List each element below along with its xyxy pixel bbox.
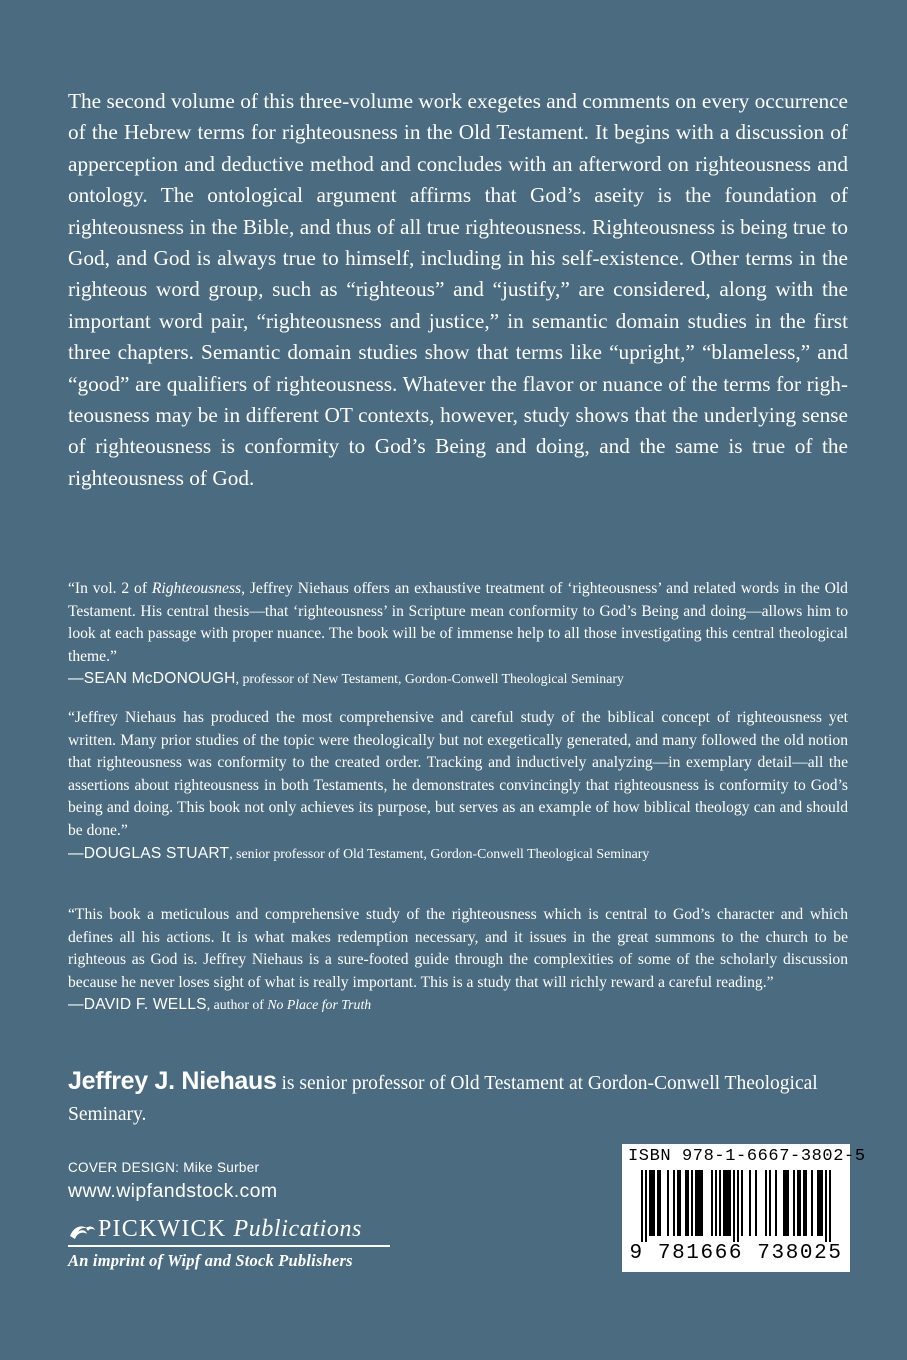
barcode-bars <box>626 1170 846 1242</box>
publisher-block <box>68 1216 398 1271</box>
wave-logo-icon <box>68 1220 96 1242</box>
barcode-bar <box>697 1170 699 1236</box>
barcode-bar <box>701 1170 703 1236</box>
barcode-bar <box>651 1170 653 1236</box>
barcode-bar <box>741 1170 743 1236</box>
barcode-bar <box>755 1170 757 1236</box>
barcode-bar <box>765 1170 767 1236</box>
barcode-bar <box>817 1170 819 1236</box>
barcode-bar <box>649 1170 651 1236</box>
barcode-bar <box>679 1170 681 1236</box>
book-title-italic: Righteousness <box>151 580 242 597</box>
endorser-affiliation: , senior professor of Old Testament, Gordon-Conwell Theological Seminary <box>229 845 650 861</box>
barcode-bar <box>687 1170 689 1236</box>
barcode-bar <box>677 1170 679 1236</box>
barcode-bar <box>719 1170 721 1236</box>
barcode-bar <box>657 1170 659 1236</box>
barcode-bar <box>799 1170 801 1236</box>
endorsement-1 <box>68 578 848 691</box>
barcode-bar <box>805 1170 807 1236</box>
barcode-guard-bar <box>641 1170 643 1242</box>
barcode-bar <box>749 1170 751 1236</box>
barcode-bar <box>685 1170 687 1236</box>
endorser-name: DOUGLAS STUART <box>83 844 230 862</box>
barcode-bar <box>695 1170 697 1236</box>
imprint-line: An imprint of Wipf and Stock Publishers <box>68 1251 353 1270</box>
barcode-guard-bar <box>825 1170 827 1242</box>
endorsement-attribution: —DAVID F. WELLS, author of No Place for Truth <box>68 996 372 1014</box>
barcode-bar <box>787 1170 789 1236</box>
barcode-bar <box>821 1170 823 1236</box>
barcode-bar <box>775 1170 777 1236</box>
barcode-bar <box>811 1170 813 1236</box>
barcode-digits: 9 781666 738025 <box>629 1242 843 1265</box>
barcode-bar <box>797 1170 799 1236</box>
publisher-divider <box>68 1245 390 1247</box>
publisher-name: PICKWICK Publications <box>98 1216 362 1242</box>
endorsement-3 <box>68 904 848 1017</box>
book-title-italic: No Place for Truth <box>267 997 372 1013</box>
barcode-bar <box>667 1170 669 1236</box>
barcode-bar <box>729 1170 731 1236</box>
endorser-name: DAVID F. WELLS <box>83 996 207 1014</box>
barcode-bar <box>723 1170 725 1236</box>
cover-design-credit: COVER DESIGN: Mike Surber <box>68 1160 260 1175</box>
barcode-bar <box>653 1170 655 1236</box>
barcode-bar <box>725 1170 727 1236</box>
barcode-bar <box>793 1170 795 1236</box>
endorsement-quote: “In vol. 2 of Righteousness, Jeffrey Niehaus offers an exhaustive treatment of ‘righteousness’ and related words in the Old Testament. His central thesis—that ‘righteousness’ in Scripture mean conformity to God’s Being and doing—allows him to look at each passage with proper nuance. The book will be of immense help to all those investigating this central theological theme.” <box>68 580 848 665</box>
endorsement-attribution: —DOUGLAS STUART, senior professor of Old Testament, Gordon-Conwell Theological Seminary <box>68 844 650 862</box>
barcode-guard-bar <box>645 1170 647 1242</box>
endorsement-attribution: —SEAN McDONOUGH, professor of New Testament, Gordon-Conwell Theological Seminary <box>68 670 624 688</box>
barcode-bar <box>711 1170 713 1236</box>
author-name: Jeffrey J. Niehaus <box>68 1067 277 1095</box>
back-cover-blurb: The second volume of this three-volume work exegetes and comments on every occurrence of the Hebrew terms for righteousness in the Old Testament. It begins with a discussion of apperception and deductive method and concludes with an afterword on righteousness and ontology. The ontological argument affirms that God’s aseity is the foundation of righteousness in the Bible, and thus of all true righteousness. Righteousness is being true to God, and God is always true to himself, including in his self-existence. Other terms in the righteous word group, such as “righteous” and “justify,” are considered, along with the important word pair, “righteousness and justice,” in semantic domain studies in the first three chapters. Semantic domain studies show that terms like “upright,” “blameless,” and “good” are qualifiers of righteousness. Whatever the flavor or nuance of the terms for righteousness may be in different OT contexts, however, study shows that the underlying sense of righteousness is conformity to God’s Being and doing, and the same is true of the righteousness of God. <box>68 89 848 490</box>
barcode-guard-bar <box>737 1170 739 1242</box>
barcode-bar <box>727 1170 729 1236</box>
barcode-bar <box>673 1170 675 1236</box>
barcode-bar <box>659 1170 661 1236</box>
barcode-bar <box>783 1170 785 1236</box>
endorser-affiliation: , professor of New Testament, Gordon-Conwell Theological Seminary <box>235 671 624 687</box>
publisher-website: www.wipfandstock.com <box>68 1180 278 1202</box>
barcode-bar <box>691 1170 693 1236</box>
endorsement-2 <box>68 707 848 865</box>
barcode-bar <box>769 1170 771 1236</box>
barcode-guard-bar <box>733 1170 735 1242</box>
barcode-bar <box>785 1170 787 1236</box>
barcode-bar <box>699 1170 701 1236</box>
barcode-bar <box>803 1170 805 1236</box>
barcode-bar <box>819 1170 821 1236</box>
author-bio: Jeffrey J. Niehaus is senior professor of Old Testament at Gordon-Conwell Theological Seminary. <box>68 1067 818 1125</box>
barcode-guard-bar <box>829 1170 831 1242</box>
barcode-bar <box>715 1170 717 1236</box>
endorsement-quote: “Jeffrey Niehaus has produced the most comprehensive and careful study of the biblical concept of righteousness yet written. Many prior studies of the topic were theologically but not exegetically generated, and many followed the old notion that righteousness was conformity to the created order. Tracking and inductively analyzing—in exemplary detail—all the assertions about righteousness in both Testaments, he demonstrates convincingly that righteousness is conformity to God’s being and doing. This book not only achieves its purpose, but serves as an example of how biblical theology can and should be done.” <box>68 709 848 839</box>
isbn-label: ISBN 978-1-6667-3802-5 <box>628 1147 866 1166</box>
endorser-name: SEAN McDONOUGH <box>83 670 236 688</box>
isbn-barcode <box>622 1144 866 1272</box>
endorsement-quote: “This book a meticulous and comprehensive study of the righteousness which is central to God’s character and which defines all his actions. It is what makes redemption necessary, and it issues in the great summons to the church to be righteous as God is. Jeffrey Niehaus is a sure-footed guide through the complexities of some of the scholarly discussion because he never loses sight of what is really important. This is a study that will richly reward a careful reading.” <box>68 906 848 991</box>
